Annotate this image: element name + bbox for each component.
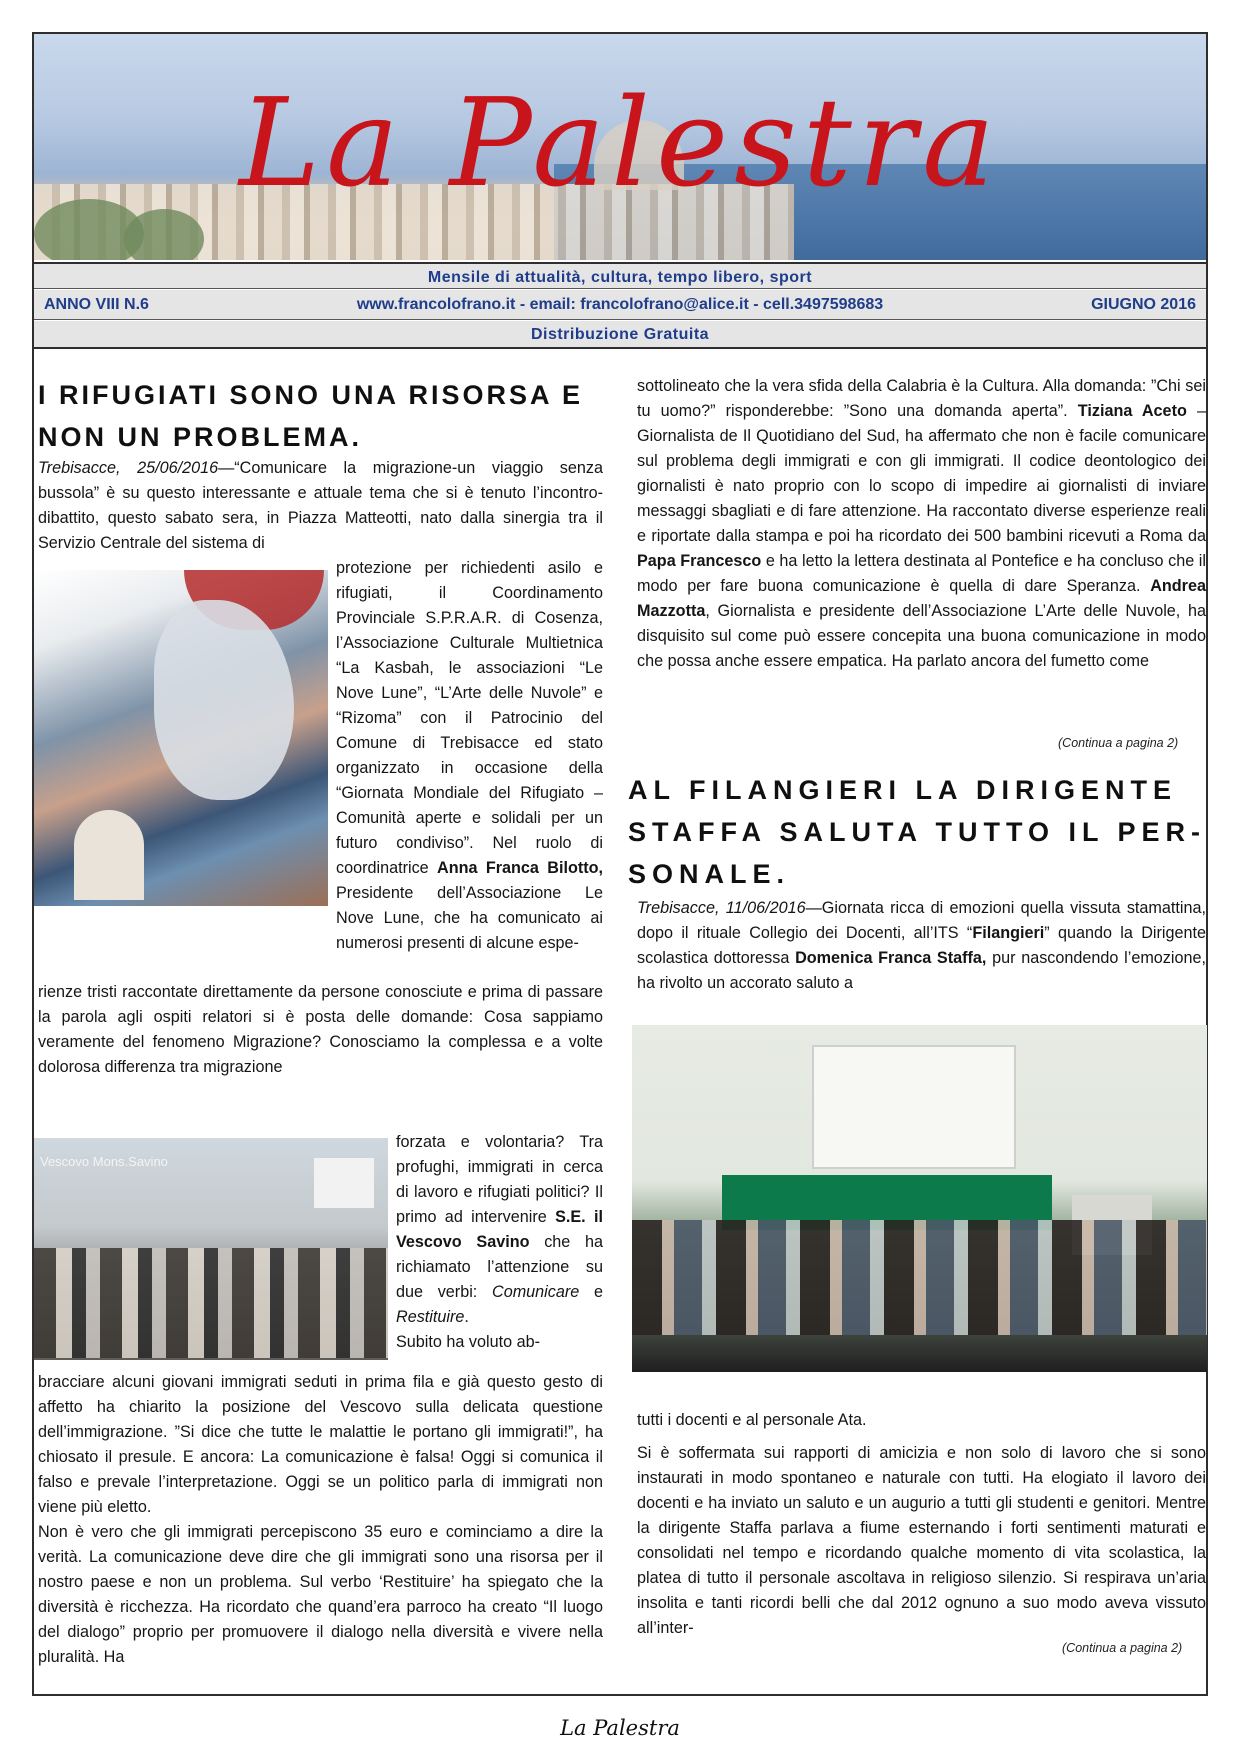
subtitle-bar: Mensile di attualità, cultura, tempo libero, sport	[34, 262, 1206, 289]
article1-headline: I RIFUGIATI SONO UNA RISORSA E NON UN PROBLEMA.	[38, 380, 584, 452]
bishop-event-photo	[34, 1138, 388, 1360]
article1-wrap-text: protezione per richiedenti asilo e rifugiati, il Coordinamento Provinciale S.P.R.A.R. di Cosenza, l’Associazione Culturale Multietnica “La Kasbah, le associazioni “Le Nove Lune”, “L’Arte delle Nuvole” e “Rizoma” con il Patrocinio del Comune di Trebisacce ed stato organizzato in occasione della “Giornata Mondiale del Rifugiato – Comunità aperte e solidali per un futuro condiviso”. Nel ruolo di coordinatrice Anna Franca Bilotto, Presidente dell’Associazione Le Nove Lune, che ha comunicato ai numerosi presenti di alcune espe-	[336, 559, 603, 952]
article1-dateline: Trebisacce, 25/06/2016	[38, 459, 219, 477]
article2-body: tutti i docenti e al personale Ata. Si è soffermata sui rapporti di amicizia e non solo di lavoro che si sono instaurati in modo spontaneo e naturale con tutti. Ha elogiato il lavoro dei docenti e ha inviato un saluto e un augurio a tutti gli studenti e genitori. Mentre la dirigente Staffa parlava a fiume esternando i forti sentimenti maturati e consolidati nel tempo e ricordando qualche momento di vita scolastica, la platea di tutto il personale ascoltava in religioso silenzio. Si respirava un’aria insolita e tanti ricordi belli che dal 2012 ognuno a suo modo aveva vissuto all’inter-	[637, 1411, 1206, 1637]
article1-tail-text: bracciare alcuni giovani immigrati seduti in prima fila e già questo gesto di affetto ha chiarito la posizione del Vescovo sulla delicata questione dell’immigrazione. ”Si dice che tutte le malattie le portano gli immigrati!”, ha chiosato il presule. E ancora: La comunicazione è falsa! Oggi si comunica il falso e prevale l’interpretazione. Oggi se un politico parla di immigrati non viene più eletto. Non è vero che gli immigrati percepiscono 35 euro e cominciamo a dire la verità. La comunicazione deve dire che gli immigrati sono una risorsa per il nostro paese e non un problema. Sul verbo ‘Restituire’ ha spiegato che la diversità è ricchezza. Ha ricordato che quand’era parroco ha creato “Il luogo del dialogo” proprio per promuovere il dialogo nella diversità e vivere nella pluralità. Ha	[38, 1373, 603, 1666]
photo-caption: Vescovo Mons.Savino	[40, 1154, 168, 1169]
continue-link-2[interactable]: (Continua a pagina 2)	[1062, 1641, 1183, 1655]
continue-link-1[interactable]: (Continua a pagina 2)	[1058, 736, 1179, 750]
article-illustration-painting	[34, 570, 328, 906]
article1-wrap-text-2: forzata e volontaria? Tra profughi, immigrati in cerca di lavoro e rifugiati politici? Il primo ad intervenire S.E. il Vescovo Savino che ha richiamato l’attenzione su due verbi: Comunicare e Restituire. Subito ha voluto ab-	[396, 1133, 604, 1351]
newspaper-title: La Palestra	[239, 72, 1001, 214]
distribution-bar: Distribuzione Gratuita	[34, 321, 1206, 349]
article1-mid-text: rienze tristi raccontate direttamente da persone conosciute e prima di passare la parola agli ospiti relatori si è posta delle domande: Cosa sappiamo veramente del fenomeno Migrazione? Conosciamo la complessa e a volte dolorosa differenza tra migrazione	[38, 983, 603, 1076]
footer-title: La Palestra	[560, 1716, 680, 1740]
issue-number: ANNO VIII N.6	[44, 296, 149, 313]
article1-continuation: sottolineato che la vera sfida della Calabria è la Cultura. Alla domanda: ”Chi sei tu uomo?” risponderebbe: ”Sono una domanda aperta”. Tiziana Aceto – Giornalista de Il Quotidiano del Sud, ha affermato che non è facile comunicare sul problema degli immigrati e con gli immigrati. Il codice deontologico dei giornalisti è nato proprio con lo scopo di impedire ai giornalisti di inviare messaggi sbagliati e di fare attenzione. Ha raccontato diverse esperienze reali e riportate dalla stampa e poi ha ricordato dei 500 bambini ricevuti a Roma da Papa Francesco e ha letto la lettera destinata al Pontefice e ha concluso che il modo per fare buona comunicazione è quella di dare Speranza. Andrea Mazzotta, Giornalista e presidente dell’Associazione L’Arte delle Nuvole, ha disquisito sul come può essere concepita una buona comunicazione in modo che possa anche essere empatica. Ha parlato ancora del fumetto come	[637, 377, 1206, 670]
issue-bar	[34, 290, 1206, 320]
article2-headline: AL FILANGIERI LA DIRIGENTE STAFFA SALUTA TUTTO IL PER- SONALE.	[628, 775, 1206, 889]
contacts: www.francolofrano.it - email: francolofrano@alice.it - cell.3497598683	[356, 296, 884, 313]
article2-dateline: Trebisacce, 11/06/2016	[637, 899, 806, 917]
article1-lead: Trebisacce, 25/06/2016—“Comunicare la migrazione-un viaggio senza bussola” è su questo interessante e attuale tema che si è tenuto l’incontro-dibattito, questo sabato sera, in Piazza Matteotti, nato dalla sinergia tra il Servizio Centrale del sistema di	[38, 459, 604, 552]
school-meeting-photo	[632, 1025, 1207, 1372]
masthead-banner	[34, 34, 1206, 260]
article2-lead: Trebisacce, 11/06/2016—Giornata ricca di emozioni quella vissuta stamattina, dopo il rituale Collegio dei Docenti, all’ITS “Filangieri” quando la Dirigente scolastica dottoressa Domenica Franca Staffa, pur nascondendo l’emozione, ha rivolto un accorato saluto a	[637, 899, 1207, 992]
issue-date: GIUGNO 2016	[1091, 296, 1196, 313]
